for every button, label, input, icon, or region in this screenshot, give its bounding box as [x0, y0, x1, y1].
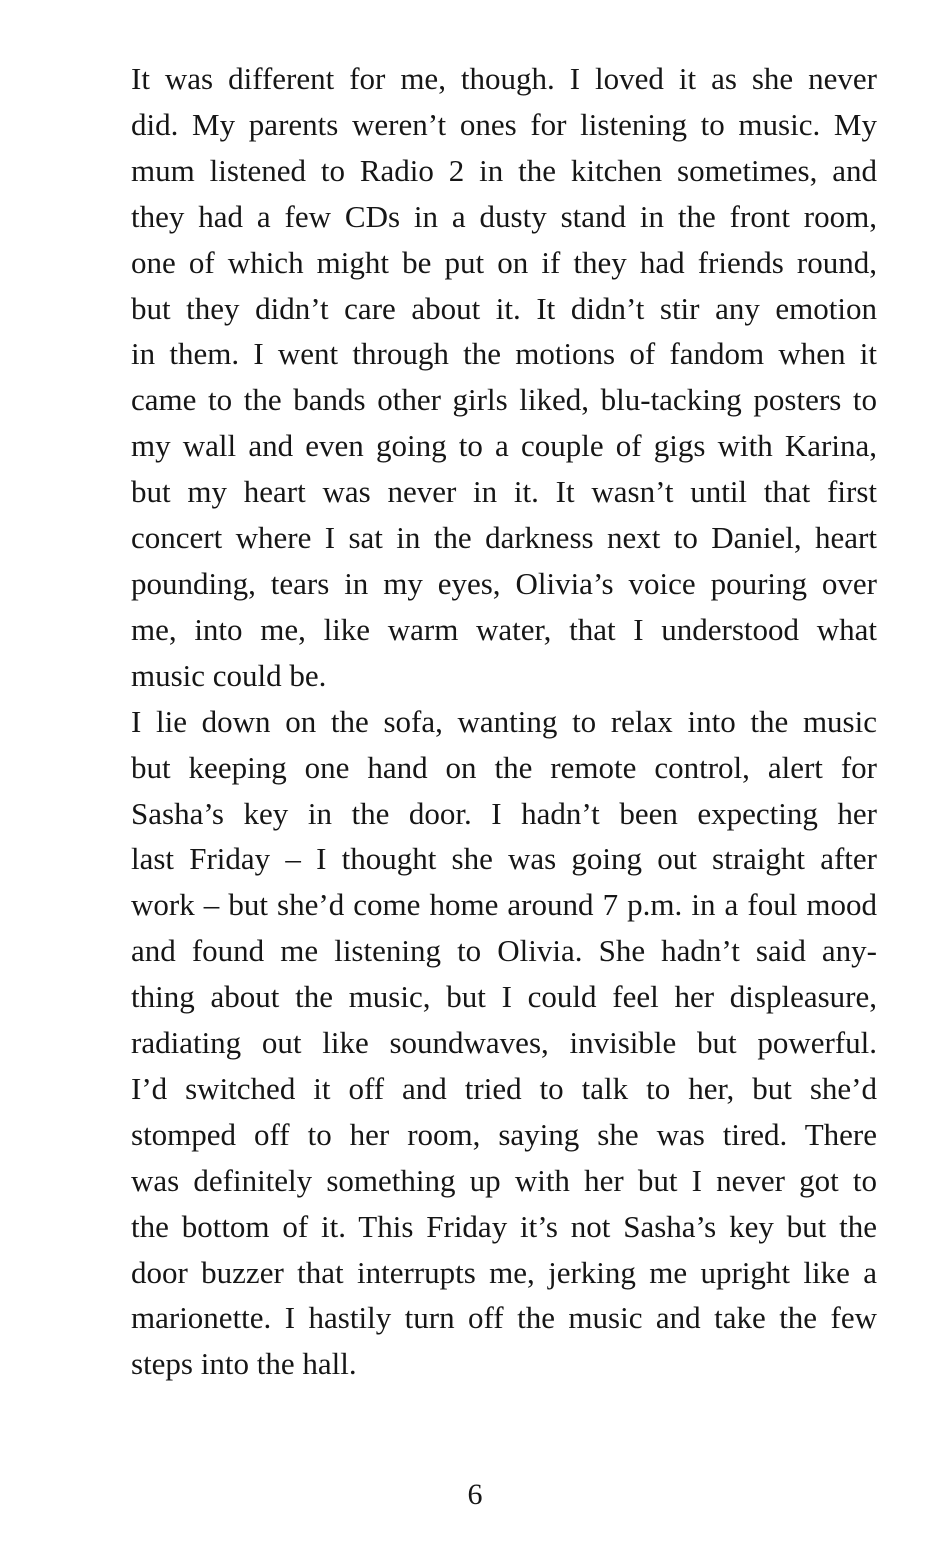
body-text [101, 56, 877, 1387]
text-line: thing about the music, but I could feel her displeasure, [131, 979, 877, 1015]
text-line: the bottom of it. This Friday it’s not Sasha’s key but the [131, 1208, 877, 1244]
text-line: but they didn’t care about it. It didn’t stir any emotion [131, 290, 877, 326]
paragraph-2 [101, 699, 877, 1388]
text-line: door buzzer that interrupts me, jerking me upright like a [131, 1254, 877, 1290]
text-line: steps into the hall. [131, 1346, 357, 1382]
text-line: did. My parents weren’t ones for listening to music. My [131, 106, 877, 142]
text-line: music could be. [131, 657, 327, 693]
text-line: but my heart was never in it. It wasn’t until that first [131, 474, 877, 510]
text-line: It was different for me, though. I loved it as she never [131, 61, 877, 96]
text-line: Sasha’s key in the door. I hadn’t been expecting her [131, 795, 877, 831]
text-line: mum listened to Radio 2 in the kitchen sometimes, and [131, 152, 877, 188]
text-line: and found me listening to Olivia. She hadn’t said any- [131, 933, 877, 969]
text-line: pounding, tears in my eyes, Olivia’s voice pouring over [131, 565, 877, 601]
text-line: radiating out like soundwaves, invisible but powerful. [131, 1025, 877, 1061]
paragraph-1 [101, 56, 877, 699]
text-line: concert where I sat in the darkness next to Daniel, heart [131, 520, 877, 556]
text-line: one of which might be put on if they had friends round, [131, 244, 877, 280]
text-line: I’d switched it off and tried to talk to her, but she’d [131, 1070, 877, 1106]
text-line: work – but she’d come home around 7 p.m. in a foul mood [131, 887, 877, 923]
text-line: came to the bands other girls liked, blu-tacking posters to [131, 382, 877, 418]
text-line: last Friday – I thought she was going out straight after [131, 841, 877, 877]
page-number: 6 [467, 1478, 483, 1511]
text-line: stomped off to her room, saying she was tired. There [131, 1116, 877, 1152]
text-line: they had a few CDs in a dusty stand in the front room, [131, 198, 877, 234]
text-line: was definitely something up with her but I never got to [131, 1162, 877, 1198]
text-line: marionette. I hastily turn off the music and take the few [131, 1300, 877, 1336]
text-line: me, into me, like warm water, that I understood what [131, 611, 877, 647]
text-line: I lie down on the sofa, wanting to relax into the music [131, 703, 877, 739]
text-line: my wall and even going to a couple of gigs with Karina, [131, 428, 877, 464]
text-line: but keeping one hand on the remote control, alert for [131, 749, 877, 785]
text-line: in them. I went through the motions of fandom when it [131, 336, 877, 372]
